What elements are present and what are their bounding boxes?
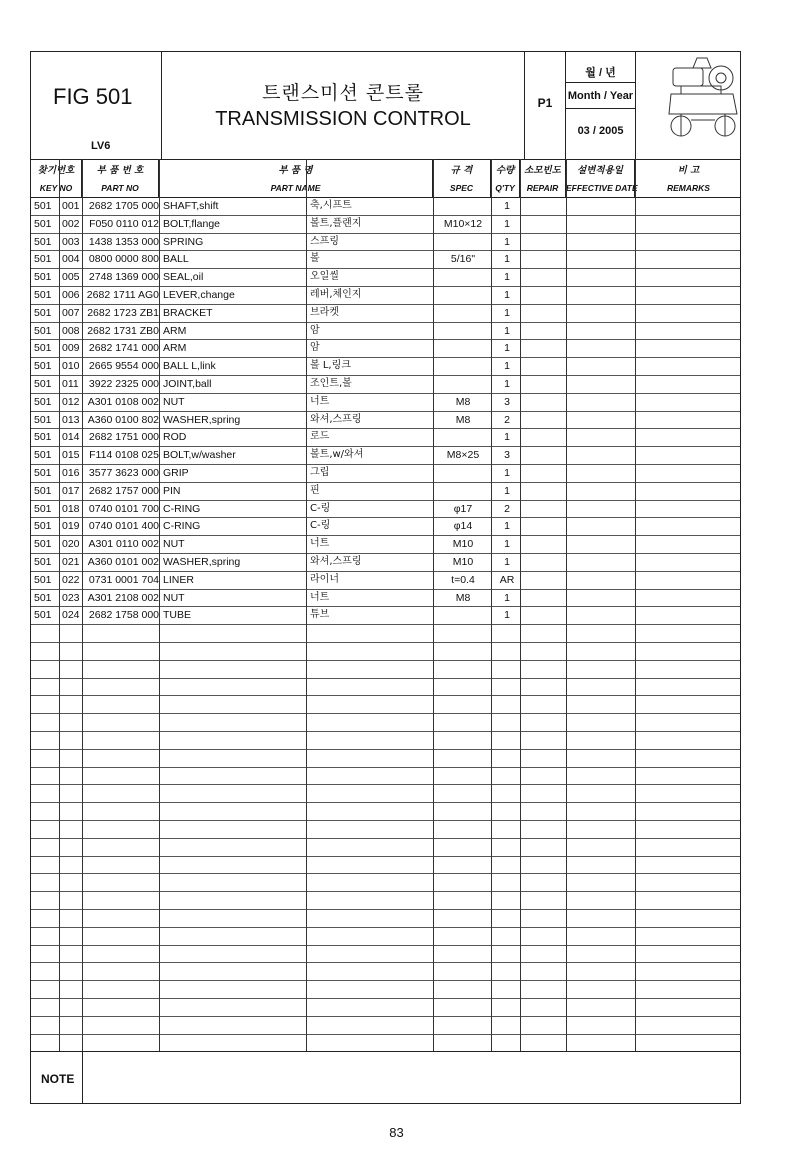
part-number: 0800 0000 800 [88, 253, 159, 266]
quantity: 1 [504, 217, 510, 230]
fig-number: FIG 501 [53, 84, 133, 109]
table-row [31, 428, 740, 446]
part-name: SHAFT,shift [163, 200, 219, 212]
key-number: 501 [34, 378, 52, 390]
quantity: 1 [504, 200, 510, 212]
part-number: F050 0110 012 [89, 217, 159, 230]
part-name: JOINT,ball [163, 378, 212, 390]
part-name: TUBE [163, 609, 192, 622]
key-sub-number: 019 [62, 520, 80, 533]
part-name: SPRING [163, 235, 204, 248]
quantity: 1 [504, 342, 510, 355]
key-number: 501 [34, 484, 52, 497]
part-name-korean: 그립 [310, 467, 330, 478]
key-number: 501 [34, 556, 52, 568]
key-sub-number: 004 [62, 253, 80, 266]
model-code: LV6 [91, 140, 111, 152]
key-number: 501 [34, 324, 52, 337]
part-number: 2682 1757 000 [88, 484, 159, 497]
col-key: 찾기번호 KEY NO [31, 159, 82, 197]
part-name-korean: C-링 [310, 520, 331, 532]
part-number: 2682 1758 000 [88, 609, 159, 622]
title-english: TRANSMISSION CONTROL [215, 108, 471, 130]
key-number: 501 [34, 289, 52, 301]
part-name-korean: 너트 [310, 395, 330, 407]
table-row [31, 304, 740, 322]
part-name-korean: 튜브 [310, 609, 330, 621]
part-name-korean: 로드 [310, 431, 330, 443]
machine-illustration [667, 54, 739, 154]
part-number: 2682 1751 000 [88, 431, 159, 444]
spec: 5/16" [450, 253, 476, 266]
table-row [31, 535, 740, 553]
key-sub-number: 007 [62, 306, 80, 319]
part-name: WASHER,spring [163, 413, 241, 426]
quantity: 2 [504, 502, 510, 515]
part-name-korean: C-링 [310, 502, 331, 514]
part-number: A360 0100 802 [87, 413, 159, 426]
part-number: 2682 1741 000 [88, 342, 159, 355]
part-name: BOLT,w/washer [163, 449, 236, 462]
quantity: 3 [504, 449, 510, 462]
spec: M10 [452, 538, 474, 551]
quantity: 1 [504, 306, 510, 319]
part-number: 2665 9554 000 [88, 360, 159, 373]
key-sub-number: 022 [62, 573, 80, 586]
key-sub-number: 021 [62, 556, 80, 568]
col-qty: 수량 Q'TY [491, 159, 520, 197]
part-name: LINER [163, 573, 194, 586]
spec: M8 [455, 395, 471, 408]
part-number: 0740 0101 700 [88, 502, 159, 515]
table-row [31, 606, 740, 624]
part-name-korean: 핀 [310, 484, 320, 496]
part-name: BALL [163, 253, 189, 266]
spec: M10×12 [443, 217, 483, 230]
title-korean: 트랜스미션 콘트롤 [262, 82, 424, 104]
key-sub-number: 009 [62, 342, 80, 355]
quantity: 1 [504, 520, 510, 533]
part-name: GRIP [163, 467, 189, 479]
key-number: 501 [34, 200, 52, 212]
date-value: 03 / 2005 [577, 125, 624, 137]
part-number: A301 2108 002 [87, 591, 159, 604]
key-sub-number: 017 [62, 484, 80, 497]
key-number: 501 [34, 235, 52, 248]
part-name-korean: 암 [310, 342, 320, 354]
note-label: NOTE [41, 1072, 75, 1086]
table-row [31, 500, 740, 518]
page-number: 83 [389, 1125, 404, 1140]
table-row [31, 357, 740, 375]
part-name: C-RING [163, 520, 201, 533]
quantity: 1 [504, 378, 510, 390]
part-name: ARM [163, 342, 187, 355]
quantity: 1 [504, 556, 510, 568]
key-sub-number: 016 [62, 467, 80, 479]
spec: t=0.4 [451, 573, 475, 586]
table-row [31, 322, 740, 340]
key-number: 501 [34, 271, 52, 284]
table-row [31, 517, 740, 535]
part-name-korean: 라이너 [310, 573, 339, 585]
table-row [31, 215, 740, 233]
part-name-korean: 레버,체인지 [310, 289, 362, 300]
key-number: 501 [34, 609, 52, 622]
quantity: 1 [504, 467, 510, 479]
part-name-korean: 조인트,볼 [310, 378, 352, 389]
part-name-korean: 와셔,스프링 [310, 413, 362, 425]
part-name: LEVER,change [163, 289, 235, 301]
table-row [31, 233, 740, 251]
part-number: A301 0110 002 [88, 538, 159, 551]
part-number: 2682 1711 AG0 [86, 289, 159, 301]
key-sub-number: 023 [62, 591, 80, 604]
key-sub-number: 005 [62, 271, 80, 284]
part-name-korean: 볼트,w/와셔 [310, 449, 364, 461]
col-repair: 소모빈도 REPAIR [520, 159, 566, 197]
quantity: 1 [504, 538, 510, 551]
col-effective-date: 설변적용일 EFFECTIVE DATE [566, 159, 635, 197]
col-part-no: 부 품 번 호 PART NO [82, 159, 159, 197]
col-part-name: 부 품 명 PART NAME [159, 159, 433, 197]
key-number: 501 [34, 413, 52, 426]
quantity: 1 [504, 324, 510, 337]
quantity: 1 [504, 591, 510, 604]
column-headers [31, 159, 740, 198]
page-code-cell [525, 52, 566, 159]
key-sub-number: 020 [62, 538, 80, 551]
col-spec: 규 격 SPEC [433, 159, 491, 197]
quantity: 1 [504, 431, 510, 444]
quantity: 1 [504, 271, 510, 284]
key-number: 501 [34, 395, 52, 408]
header [31, 52, 740, 160]
table-row [31, 482, 740, 500]
part-name-korean: 너트 [310, 538, 330, 550]
part-name-korean: 축,시프트 [310, 200, 352, 211]
date-cell [566, 52, 636, 159]
key-sub-number: 008 [62, 324, 80, 337]
quantity: 1 [504, 235, 510, 248]
key-sub-number: 013 [62, 413, 80, 426]
spec: M8 [455, 413, 471, 426]
key-sub-number: 011 [62, 378, 79, 390]
date-label-korean: 월 / 년 [585, 67, 616, 79]
part-name: SEAL,oil [163, 271, 204, 284]
quantity: 1 [504, 484, 510, 497]
part-name: PIN [163, 484, 181, 497]
key-number: 501 [34, 342, 52, 355]
quantity: 1 [504, 360, 510, 373]
part-name: ARM [163, 324, 187, 337]
table-row [31, 411, 740, 429]
part-name-korean: 볼 L,링크 [310, 360, 351, 372]
key-sub-number: 003 [62, 235, 80, 248]
table-row [31, 375, 740, 393]
table-row [31, 464, 740, 482]
part-name-korean: 암 [310, 324, 320, 336]
key-number: 501 [34, 449, 52, 462]
key-number: 501 [34, 467, 52, 479]
key-number: 501 [34, 591, 52, 604]
part-number: 2682 1705 000 [88, 200, 159, 212]
key-number: 501 [34, 520, 52, 533]
part-name-korean: 스프링 [310, 235, 339, 247]
part-name: BRACKET [163, 306, 213, 319]
part-name: BALL L,link [163, 360, 216, 373]
key-sub-number: 018 [62, 502, 80, 515]
quantity: 2 [504, 413, 510, 426]
part-name-korean: 볼 [310, 253, 320, 265]
part-name: NUT [163, 591, 185, 604]
key-number: 501 [34, 431, 52, 444]
table-row [31, 553, 740, 571]
quantity: 3 [504, 395, 510, 408]
part-number: 2682 1723 ZB1 [87, 306, 159, 319]
part-name-korean: 브라켓 [310, 306, 339, 318]
part-name: WASHER,spring [163, 556, 241, 568]
col-remarks: 비 고 REMARKS [667, 165, 710, 193]
table-row [31, 250, 740, 268]
part-number: 2682 1731 ZB0 [87, 324, 159, 337]
part-name-korean: 너트 [310, 591, 330, 603]
spec: φ17 [453, 502, 473, 515]
part-name: ROD [163, 431, 187, 444]
key-number: 501 [34, 253, 52, 266]
date-label-english: Month / Year [567, 90, 634, 102]
key-sub-number: 010 [62, 360, 80, 373]
part-name: BOLT,flange [163, 217, 221, 230]
key-number: 501 [34, 538, 52, 551]
quantity: AR [499, 573, 515, 586]
key-number: 501 [34, 502, 52, 515]
part-name-korean: 볼트,플랜지 [310, 217, 362, 229]
part-name: C-RING [163, 502, 201, 515]
part-name-korean: 와셔,스프링 [310, 556, 362, 567]
fig-cell [31, 52, 162, 159]
table-row [31, 197, 740, 215]
key-number: 501 [34, 573, 52, 586]
key-sub-number: 012 [62, 395, 80, 408]
part-number: A301 0108 002 [87, 395, 159, 408]
table-row [31, 589, 740, 607]
title-cell [162, 52, 525, 159]
key-number: 501 [34, 217, 52, 230]
part-number: 3922 2325 000 [88, 378, 159, 390]
key-sub-number: 014 [62, 431, 80, 444]
key-number: 501 [34, 306, 52, 319]
key-sub-number: 001 [62, 200, 80, 212]
part-name: NUT [163, 395, 185, 408]
quantity: 1 [504, 289, 510, 301]
table-row [31, 571, 740, 589]
table-row [31, 446, 740, 464]
part-number: 0731 0001 704 [88, 573, 159, 586]
spec: M8 [455, 591, 471, 604]
table-row [31, 268, 740, 286]
table-row [31, 393, 740, 411]
key-sub-number: 006 [62, 289, 80, 301]
table-row [31, 339, 740, 357]
part-number: 3577 3623 000 [88, 467, 159, 479]
key-sub-number: 024 [62, 609, 80, 622]
table-row [31, 286, 740, 304]
key-sub-number: 015 [62, 449, 80, 462]
part-number: 2748 1369 000 [88, 271, 159, 284]
key-sub-number: 002 [62, 217, 80, 230]
key-number: 501 [34, 360, 52, 373]
quantity: 1 [504, 253, 510, 266]
part-number: 1438 1353 000 [88, 235, 159, 248]
spec: M10 [452, 556, 474, 568]
parts-list-frame [30, 51, 741, 1104]
part-name: NUT [163, 538, 185, 551]
page-code: P1 [537, 96, 553, 110]
spec: M8×25 [446, 449, 480, 462]
spec: φ14 [453, 520, 473, 533]
part-number: A360 0101 002 [87, 556, 159, 568]
quantity: 1 [504, 609, 510, 622]
part-number: 0740 0101 400 [88, 520, 159, 533]
part-number: F114 0108 025 [89, 449, 159, 462]
part-name-korean: 오일씰 [310, 271, 339, 283]
